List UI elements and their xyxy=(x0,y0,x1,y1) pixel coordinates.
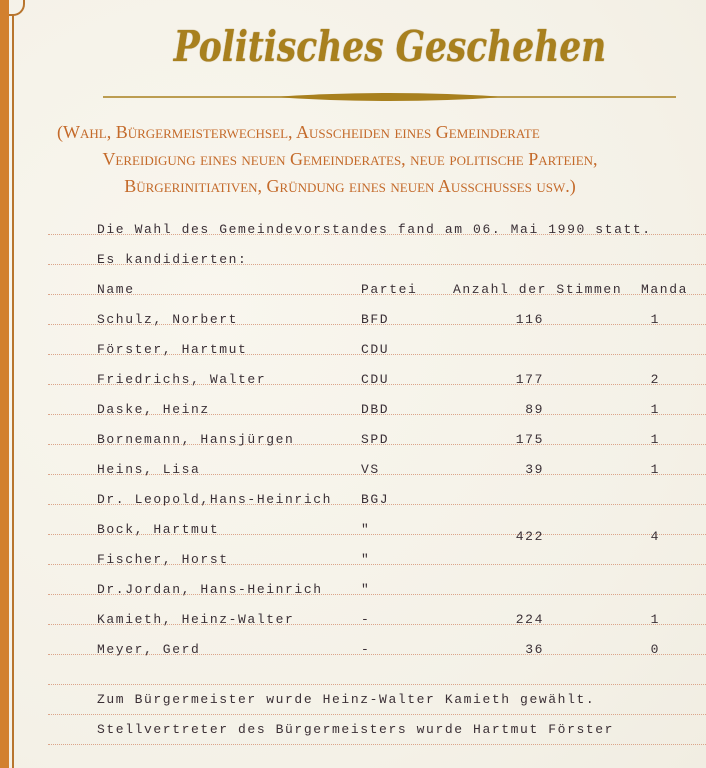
cell-party: " xyxy=(361,552,371,567)
header-name: Name xyxy=(97,282,135,297)
cell-name: Daske, Heinz xyxy=(97,402,210,417)
ruled-line xyxy=(48,744,706,745)
cell-party: CDU xyxy=(361,372,390,387)
cell-name: Fischer, Horst xyxy=(97,552,229,567)
cell-name: Friedrichs, Walter xyxy=(97,372,267,387)
header-votes: Anzahl der Stimmen xyxy=(453,282,623,297)
cell-votes: 39 xyxy=(525,462,544,477)
cell-party: SPD xyxy=(361,432,390,447)
cell-votes: 224 xyxy=(515,612,544,627)
cell-party: BGJ xyxy=(361,492,390,507)
cell-name: Dr.Jordan, Hans-Heinrich xyxy=(97,582,323,597)
cell-seats: 1 xyxy=(650,432,660,447)
cell-name: Kamieth, Heinz-Walter xyxy=(97,612,295,627)
cell-name: Dr. Leopold,Hans-Heinrich xyxy=(97,492,333,507)
subtitle-line: Bürgerinitiativen, Gründung eines neuen Ausschusses usw.) xyxy=(124,176,576,196)
subtitle-line: (Wahl, Bürgermeisterwechsel, Ausscheiden eines Gemeinderate xyxy=(57,122,540,142)
ruled-line xyxy=(48,684,706,685)
cell-name: Bornemann, Hansjürgen xyxy=(97,432,295,447)
faint-watermark: ⁠ xyxy=(296,561,304,614)
cell-party: DBD xyxy=(361,402,390,417)
cell-party: VS xyxy=(361,462,380,477)
group-bgj-votes: 422 xyxy=(515,529,544,544)
cell-seats: 1 xyxy=(650,402,660,417)
cell-name: Meyer, Gerd xyxy=(97,642,201,657)
cell-name: Schulz, Norbert xyxy=(97,312,239,327)
header-party: Partei xyxy=(361,282,418,297)
deputy-sentence: Stellvertreter des Bürgermeisters wurde Hartmut Förster xyxy=(97,722,615,737)
cell-name: Förster, Hartmut xyxy=(97,342,248,357)
page-title-text: Politisches Geschehen xyxy=(173,22,607,71)
cell-party: BFD xyxy=(361,312,390,327)
title-divider-ornament xyxy=(103,90,676,104)
subtitle-line: Vereidigung eines neuen Gemeinderates, neue politische Parteien, xyxy=(102,149,598,169)
ruled-line xyxy=(48,714,706,715)
cell-seats: 1 xyxy=(650,462,660,477)
cell-votes: 175 xyxy=(515,432,544,447)
page-border-outer xyxy=(0,0,9,768)
subtitle xyxy=(0,119,706,200)
cell-party: CDU xyxy=(361,342,390,357)
cell-votes: 116 xyxy=(515,312,544,327)
mayor-sentence: Zum Bürgermeister wurde Heinz-Walter Kamieth gewählt. xyxy=(97,692,596,707)
header-seats: Manda xyxy=(641,282,689,297)
cell-party: " xyxy=(361,582,371,597)
election-date-sentence: Die Wahl des Gemeindevorstandes fand am 06. Mai 1990 statt. xyxy=(97,222,652,237)
cell-party: - xyxy=(361,642,371,657)
group-bgj-seats: 4 xyxy=(650,529,660,544)
page-border-curl xyxy=(9,0,25,16)
cell-votes: 36 xyxy=(525,642,544,657)
cell-seats: 1 xyxy=(650,312,660,327)
cell-votes: 89 xyxy=(525,402,544,417)
cell-seats: 1 xyxy=(650,612,660,627)
cell-name: Bock, Hartmut xyxy=(97,522,220,537)
cell-seats: 0 xyxy=(650,642,660,657)
cell-name: Heins, Lisa xyxy=(97,462,201,477)
cell-party: " xyxy=(361,522,371,537)
cell-seats: 2 xyxy=(650,372,660,387)
cell-votes: 177 xyxy=(515,372,544,387)
page-title xyxy=(70,22,706,71)
cell-party: - xyxy=(361,612,371,627)
candidates-label: Es kandidierten: xyxy=(97,252,248,267)
